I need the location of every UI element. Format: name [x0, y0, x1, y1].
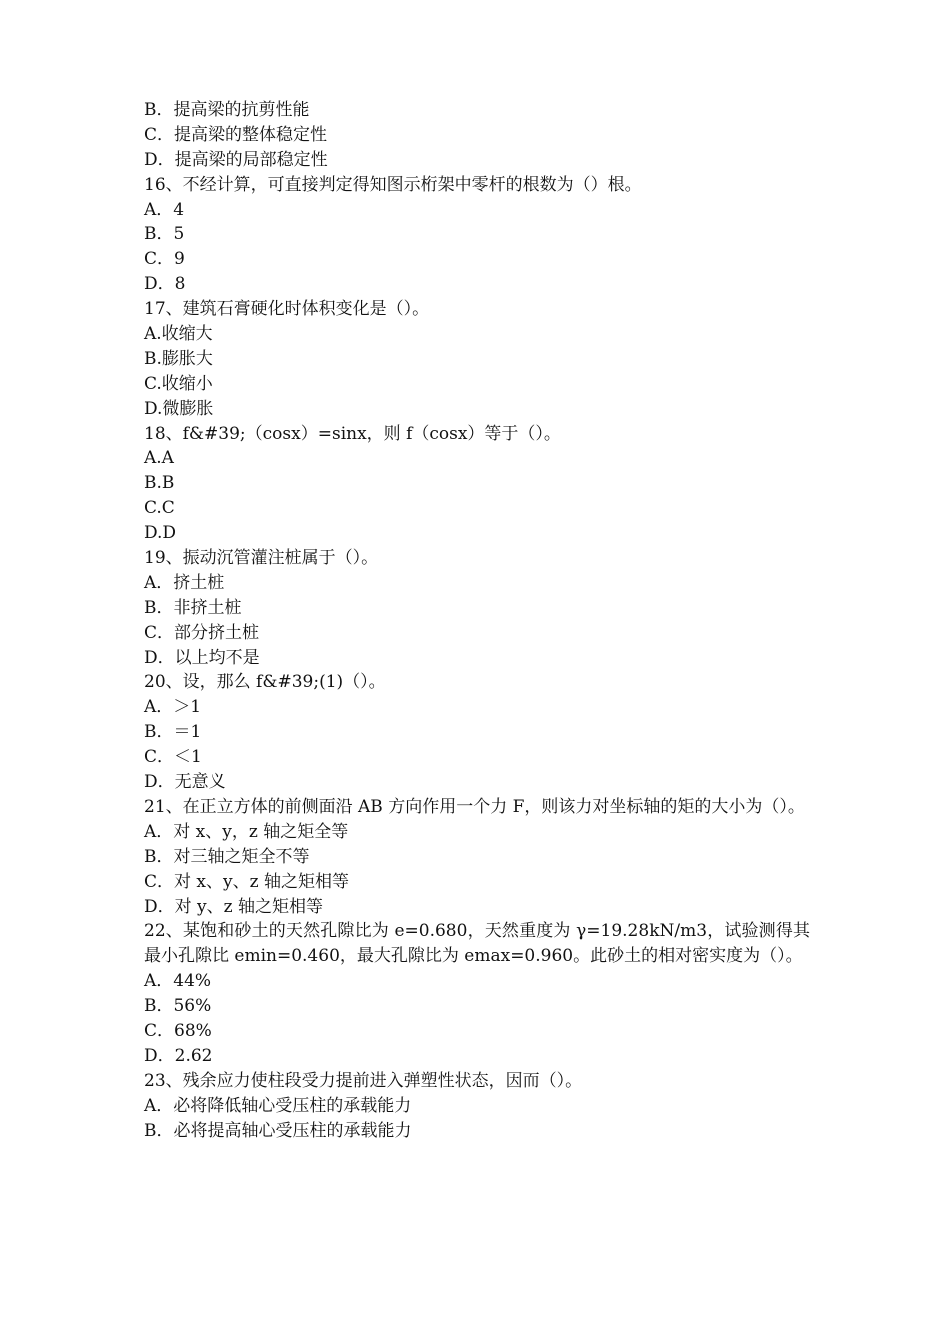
option-line: C．对 x、y、z 轴之矩相等 — [144, 871, 349, 892]
option-line: B．＝1 — [144, 722, 202, 743]
option-line: A．44% — [144, 971, 212, 992]
option-line: B．提高梁的抗剪性能 — [144, 100, 310, 120]
option-line: A．挤土桩 — [144, 572, 225, 593]
option-line: D．对 y、z 轴之矩相等 — [144, 896, 323, 917]
option-line: B．56% — [144, 996, 212, 1017]
option-line: A．必将降低轴心受压柱的承载能力 — [144, 1095, 412, 1116]
option-line: A.收缩大 — [144, 324, 213, 345]
option-line: C．9 — [144, 249, 185, 270]
option-line: B．非挤土桩 — [144, 597, 242, 618]
option-line: B.B — [144, 473, 175, 494]
option-line: D.微膨胀 — [144, 398, 214, 419]
option-line: D．8 — [144, 274, 186, 295]
option-line: A．＞1 — [144, 697, 202, 718]
option-line: A.A — [144, 448, 174, 469]
option-line: B.膨胀大 — [144, 348, 213, 369]
option-line: C．＜1 — [144, 747, 202, 768]
option-line: B．5 — [144, 224, 185, 245]
option-line: C．68% — [144, 1021, 212, 1041]
option-line: C.C — [144, 498, 175, 519]
option-line: D．2.62 — [144, 1045, 213, 1066]
question-text-block — [144, 98, 810, 1143]
option-line: D．无意义 — [144, 772, 226, 793]
question-22: 22、某饱和砂土的天然孔隙比为 e=0.680，天然重度为 γ=19.28kN/m3，试验测得其最小孔隙比 emin=0.460，最大孔隙比为 emax=0.960。此砂土的相对密实度为（）。 — [144, 921, 810, 967]
option-line: D．以上均不是 — [144, 647, 260, 668]
option-line: C．提高梁的整体稳定性 — [144, 124, 328, 145]
question-17: 17、建筑石膏硬化时体积变化是（）。 — [144, 299, 430, 320]
question-20: 20、设，那么 f&#39;(1)（）。 — [144, 672, 386, 693]
option-line: A．对 x、y，z 轴之矩全等 — [144, 821, 349, 842]
option-line: B．必将提高轴心受压柱的承载能力 — [144, 1120, 412, 1141]
question-19: 19、振动沉管灌注桩属于（）。 — [144, 548, 379, 569]
option-line: D.D — [144, 523, 177, 544]
option-line: B．对三轴之矩全不等 — [144, 846, 310, 867]
option-line: C.收缩小 — [144, 373, 213, 394]
option-line: A．4 — [144, 199, 185, 220]
question-16: 16、不经计算，可直接判定得知图示桁架中零杆的根数为（）根。 — [144, 174, 642, 195]
question-18: 18、f&#39;（cosx）=sinx，则 f（cosx）等于（）。 — [144, 423, 561, 444]
option-line: C．部分挤土桩 — [144, 622, 260, 643]
question-21: 21、在正立方体的前侧面沿 AB 方向作用一个力 F，则该力对坐标轴的矩的大小为（）。 — [144, 796, 805, 817]
question-23: 23、残余应力使柱段受力提前进入弹塑性状态，因而（）。 — [144, 1070, 583, 1091]
option-line: D．提高梁的局部稳定性 — [144, 149, 328, 170]
